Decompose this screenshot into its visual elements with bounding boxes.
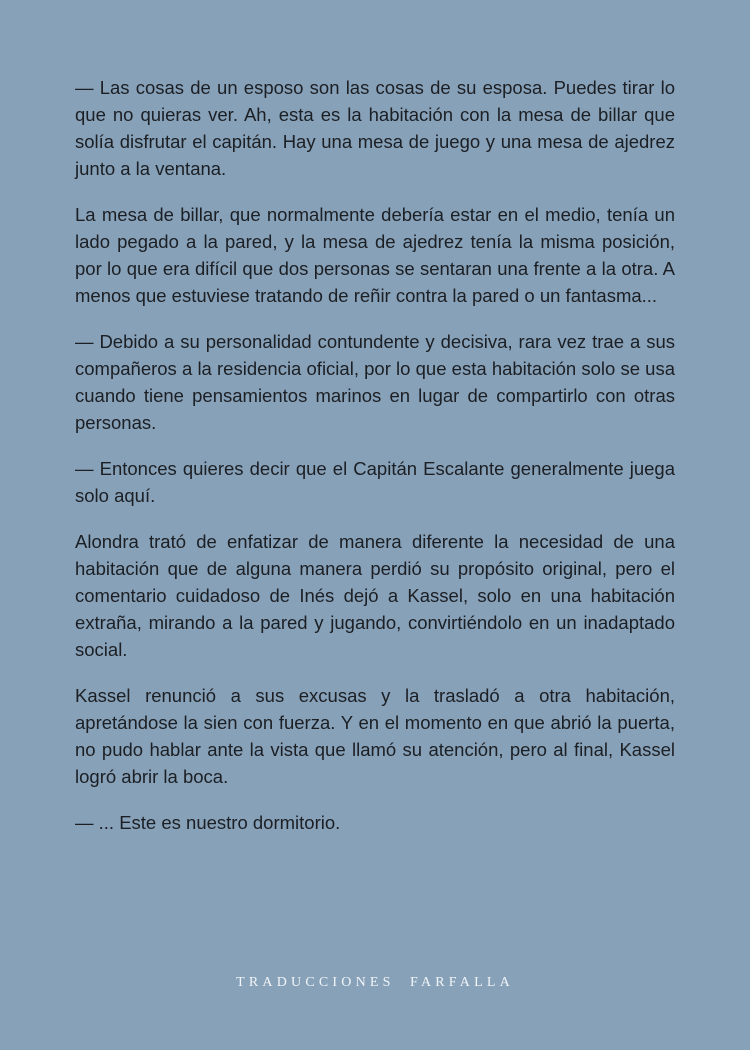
paragraph: La mesa de billar, que normalmente debería estar en el medio, tenía un lado pegado a la pared, y la mesa de ajedrez tenía la misma posición, por lo que era difícil que dos personas se sentaran una frente a la otra. A menos que estuviese tratando de reñir contra la pared o un fantasma... [75,204,675,306]
paragraph: Alondra trató de enfatizar de manera diferente la necesidad de una habitación que de alguna manera perdió su propósito original, pero el comentario cuidadoso de Inés dejó a Kassel, solo en una habitación extraña, mirando a la pared y jugando, convirtiéndolo en un inadaptado social. [75,531,675,660]
page-body [75,74,675,855]
paragraph: Kassel renunció a sus excusas y la trasladó a otra habitación, apretándose la sien con fuerza. Y en el momento en que abrió la puerta, no pudo hablar ante la vista que llamó su atención, pero al final, Kassel logró abrir la boca. [75,685,675,787]
paragraph: — Debido a su personalidad contundente y decisiva, rara vez trae a sus compañeros a la residencia oficial, por lo que esta habitación solo se usa cuando tiene pensamientos marinos en lugar de compartirlo con otras personas. [75,331,675,433]
paragraph: — Las cosas de un esposo son las cosas de su esposa. Puedes tirar lo que no quieras ver. Ah, esta es la habitación con la mesa de billar que solía disfrutar el capitán. Hay una mesa de juego y una mesa de ajedrez junto a la ventana. [75,77,675,179]
paragraph: — Entonces quieres decir que el Capitán Escalante generalmente juega solo aquí. [75,458,675,506]
paragraph: — ... Este es nuestro dormitorio. [75,812,341,833]
footer-credit: TRADUCCIONES FARFALLA [236,975,514,990]
